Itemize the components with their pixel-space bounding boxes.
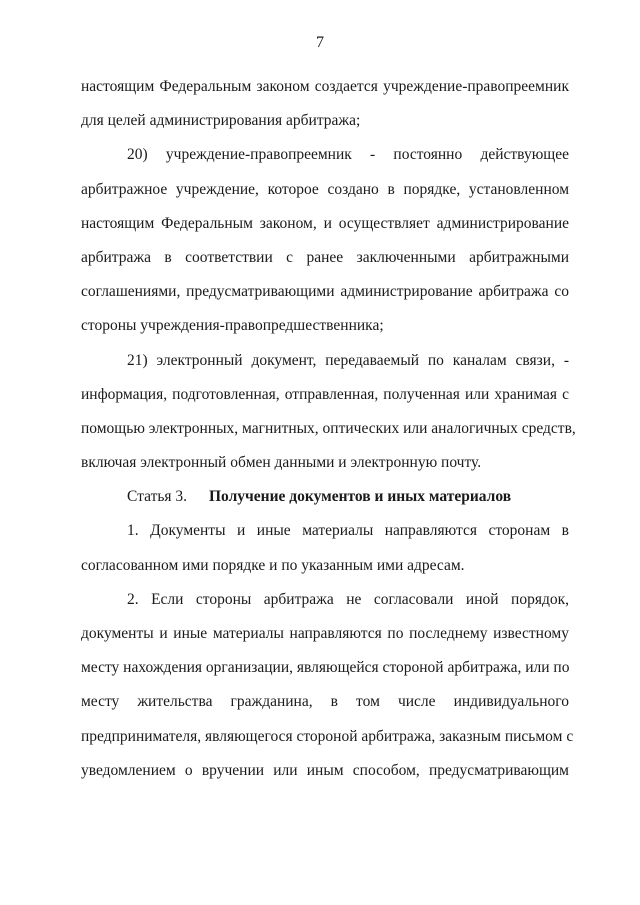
text-line: арбитража в соответствии с ранее заключенными арбитражными (81, 248, 569, 266)
text-line: предпринимателя, являющегося стороной арбитража, заказным письмом с (81, 727, 574, 745)
text-line: 20) учреждение-правопреемник - постоянно действующее (127, 146, 569, 164)
text-line: месту жительства гражданина, в том числе индивидуального (81, 693, 569, 711)
text-line: для целей администрирования арбитража; (81, 112, 361, 130)
page-number: 7 (316, 34, 324, 51)
text-line: помощью электронных, магнитных, оптических или аналогичных средств, (81, 419, 576, 437)
text-line: 21) электронный документ, передаваемый по каналам связи, - (127, 351, 569, 369)
text-line: уведомлением о вручении или иным способом, предусматривающим (81, 761, 569, 779)
article-title: Получение документов и иных материалов (209, 488, 512, 506)
text-line: 1. Документы и иные материалы направляются сторонам в (127, 522, 569, 540)
text-line: стороны учреждения-правопредшественника; (81, 317, 384, 335)
text-line: 2. Если стороны арбитража не согласовали иной порядок, (127, 590, 569, 608)
text-line: настоящим Федеральным законом создается учреждение-правопреемник (81, 78, 569, 95)
text-line: документы и иные материалы направляются по последнему известному (81, 625, 569, 642)
text-line: соглашениями, предусматривающими администрирование арбитража со (81, 283, 569, 301)
text-line: месту нахождения организации, являющейся стороной арбитража, или по (81, 659, 570, 677)
text-line: включая электронный обмен данными и электронную почту. (81, 454, 482, 472)
article-label: Статья 3. (127, 488, 188, 506)
document-body (81, 70, 576, 788)
text-line: согласованном ими порядке и по указанным ими адресам. (81, 556, 465, 574)
text-line: информация, подготовленная, отправленная, полученная или хранимая с (81, 385, 569, 403)
text-line: арбитражное учреждение, которое создано в порядке, установленном (81, 180, 569, 198)
text-line: настоящим Федеральным законом, и осуществляет администрирование (81, 214, 569, 232)
article-heading (81, 480, 569, 514)
